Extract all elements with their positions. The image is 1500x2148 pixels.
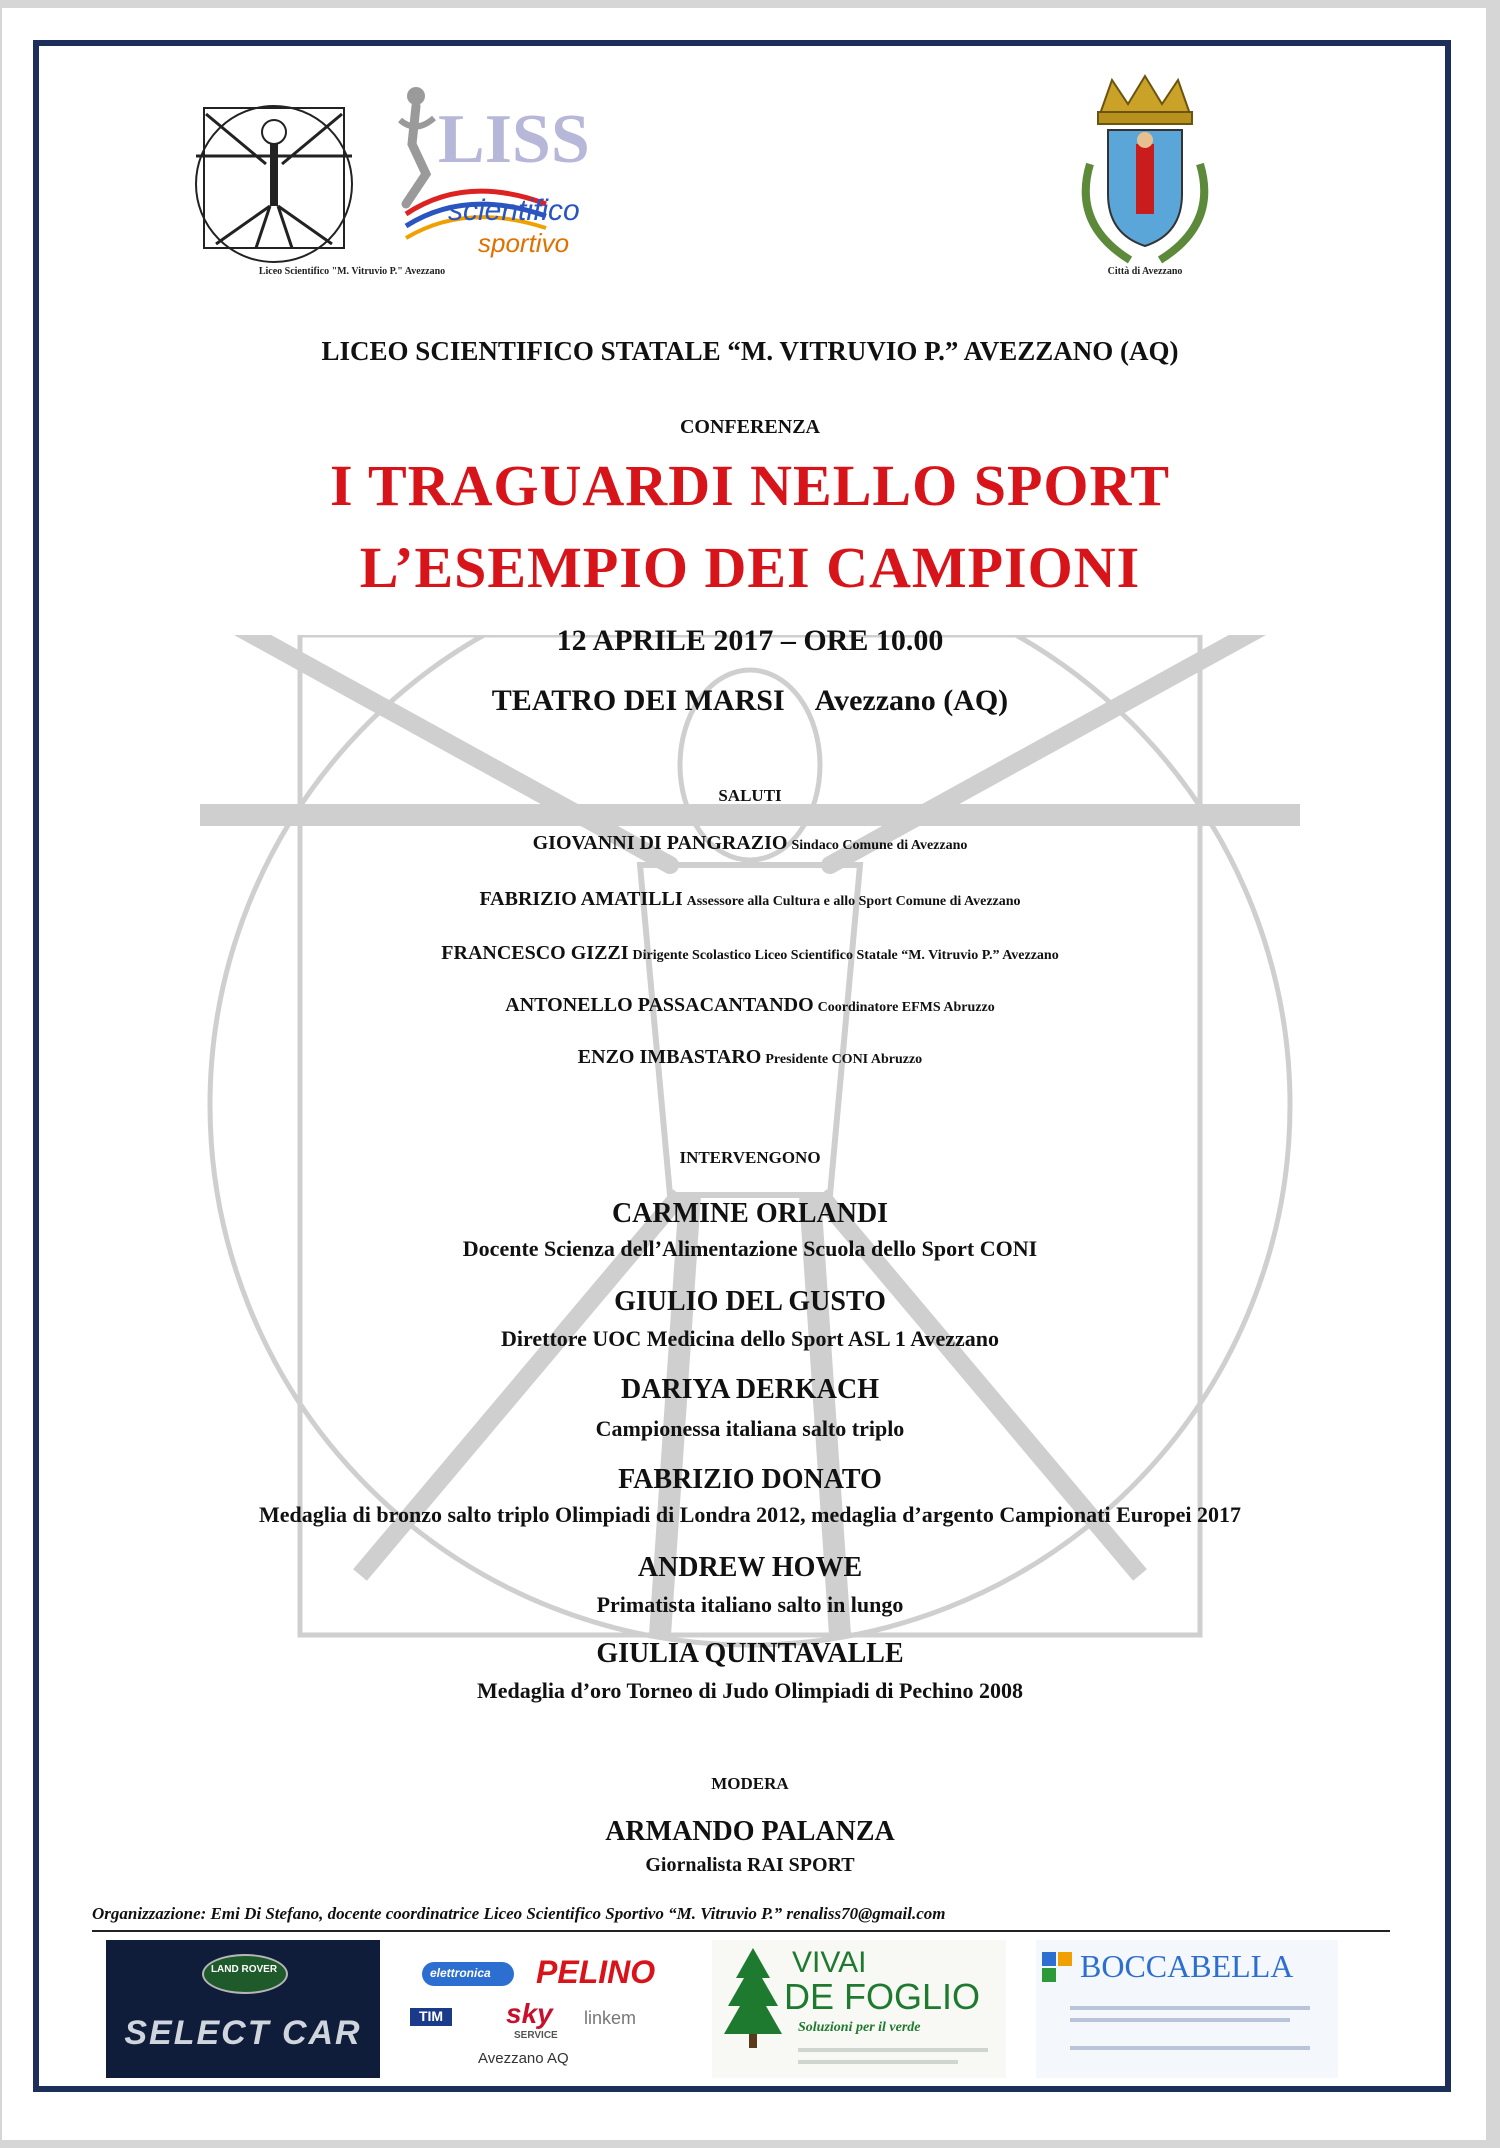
liss-sub1: scientifico [448,194,580,227]
city-logo-caption: Città di Avezzano [1107,266,1183,277]
saluti-role: Sindaco Comune di Avezzano [791,838,968,853]
sponsor-boccabella [1036,1940,1338,2078]
sky-logo: sky [506,1998,553,2029]
speaker-role: Docente Scienza dell’Alimentazione Scuola dello Sport CONI [462,1236,1038,1261]
speaker-role: Medaglia di bronzo salto triplo Olimpiadi di Londra 2012, medaglia d’argento Campionati Europei 2017 [259,1502,1241,1527]
boccabella-info-line [1070,2046,1310,2050]
venue-city: Avezzano (AQ) [814,684,1009,717]
speaker-name: FABRIZIO DONATO [618,1464,882,1495]
saluti-row [0,888,1500,911]
saluti-row [0,1046,1500,1069]
sponsor-vivai-de-foglio [712,1940,1006,2078]
speaker-role: Medaglia d’oro Torneo di Judo Olimpiadi di Pechino 2008 [476,1678,1023,1703]
intervengono-label: INTERVENGONO [679,1148,821,1167]
moderator-name: ARMANDO PALANZA [605,1816,895,1847]
avezzano-coat-of-arms-icon [1060,74,1230,274]
boccabella-info-line [1070,2006,1310,2010]
organization-note: Organizzazione: Emi Di Stefano, docente coordinatrice Liceo Scientifico Sportivo “M. Vitruvio P.” renaliss70@gmail.com [92,1904,946,1923]
saluti-name: FABRIZIO AMATILLI [479,888,683,910]
event-date: 12 APRILE 2017 – ORE 10.00 [556,624,944,657]
venue-name: TEATRO DEI MARSI [491,684,785,717]
boccabella-info-line [1070,2018,1290,2022]
saluti-role: Presidente CONI Abruzzo [765,1052,923,1067]
speaker-role: Direttore UOC Medicina dello Sport ASL 1 Avezzano [500,1326,1000,1351]
tim-logo: TIM [410,2008,452,2026]
vivai-contact-line [798,2060,958,2064]
event-venue [0,684,1500,718]
saluti-row [0,994,1500,1017]
speaker-name: GIULIO DEL GUSTO [614,1286,886,1317]
title-line-2: L’ESEMPIO DEI CAMPIONI [359,535,1141,600]
boccabella-logo-icon [1058,1952,1072,1966]
modera-label: MODERA [711,1774,789,1793]
pelino-city: Avezzano AQ [478,2050,569,2067]
speaker-name: CARMINE ORLANDI [611,1198,889,1229]
liss-text: LISS [438,101,590,178]
vivai-tagline: Soluzioni per il verde [798,2020,921,2035]
pelino-prefix: elettronica [430,1966,491,1980]
select-car-text: SELECT CAR [124,2014,362,2052]
sky-service: SERVICE [514,2030,558,2041]
saluti-role: Coordinatore EFMS Abruzzo [817,1000,995,1015]
saluti-name: GIOVANNI DI PANGRAZIO [532,832,788,854]
pelino-brand: PELINO [536,1954,656,1990]
speaker-role: Primatista italiano salto in lungo [596,1592,904,1617]
linkem-logo: linkem [584,2008,637,2028]
speaker-name: ANDREW HOWE [637,1552,863,1583]
speaker-name: GIULIA QUINTAVALLE [596,1638,904,1669]
saluti-role: Dirigente Scolastico Liceo Scientifico Statale “M. Vitruvio P.” Avezzano [632,948,1059,963]
saluti-row [0,942,1500,965]
sponsor-pelino [408,1940,708,2078]
speaker-role: Campionessa italiana salto triplo [595,1416,905,1441]
school-name: LICEO SCIENTIFICO STATALE “M. VITRUVIO P.” AVEZZANO (AQ) [321,336,1179,366]
saluti-row [0,832,1500,855]
school-vitruvian-logo-icon [186,94,362,264]
title-line-1: I TRAGUARDI NELLO SPORT [329,453,1171,518]
land-rover-text: LAND ROVER [210,1964,278,1975]
saluti-name: FRANCESCO GIZZI [441,942,629,964]
speaker-name: DARIYA DERKACH [620,1374,879,1405]
conference-label: CONFERENZA [679,416,820,438]
saluti-label: SALUTI [718,786,782,805]
footer-divider [92,1930,1390,1932]
saluti-name: ANTONELLO PASSACANTANDO [505,994,814,1016]
vivai-line2: DE FOGLIO [784,1976,981,2017]
saluti-name: ENZO IMBASTARO [577,1046,762,1068]
boccabella-name: BOCCABELLA [1080,1948,1294,1984]
liss-sub2: sportivo [478,228,570,258]
boccabella-logo-icon [1042,1968,1056,1982]
moderator-role: Giornalista RAI SPORT [645,1854,855,1876]
boccabella-logo-icon [1042,1952,1056,1966]
sponsor-select-car [106,1940,380,2078]
pine-tree-icon [724,1948,782,2048]
saluti-role: Assessore alla Cultura e allo Sport Comune di Avezzano [686,894,1021,909]
vivai-contact-line [798,2048,988,2052]
school-logo-caption: Liceo Scientifico "M. Vitruvio P." Avezzano [258,266,446,277]
vivai-line1: VIVAI [792,1946,867,1979]
